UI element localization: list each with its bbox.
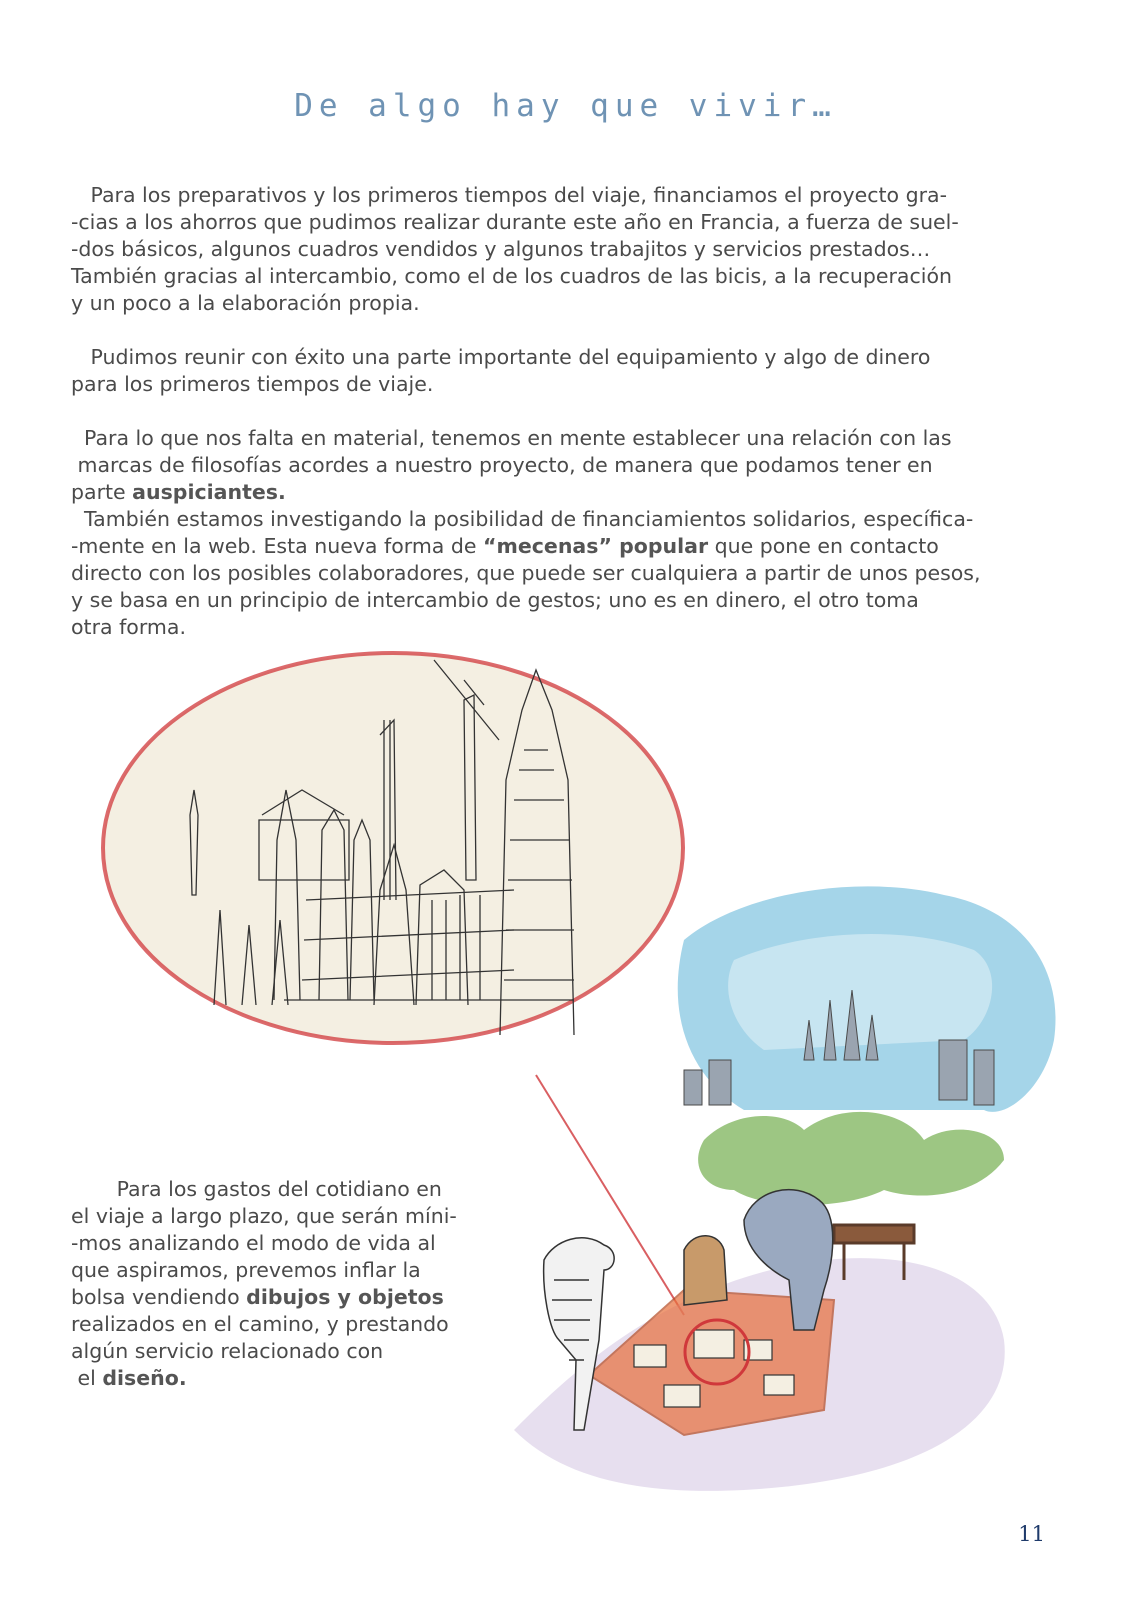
- bold-term: diseño.: [102, 1366, 187, 1390]
- text-fragment: bolsa vendiendo: [71, 1285, 247, 1309]
- paragraph-daily-expenses: [71, 1176, 457, 1392]
- paragraph-financing: [71, 182, 959, 317]
- text-fragment: -mente en la web. Esta nueva forma de: [71, 534, 484, 558]
- text-line: el viaje a largo plazo, que serán míni-: [71, 1204, 457, 1228]
- bold-term: “mecenas” popular: [483, 534, 709, 558]
- text-line: Para los gastos del cotidiano en: [71, 1177, 442, 1201]
- text-line: que aspiramos, prevemos inflar la: [71, 1258, 421, 1282]
- bold-term: auspiciantes.: [132, 480, 286, 504]
- text-line: Para los preparativos y los primeros tiempos del viaje, financiamos el proyecto gra-: [71, 183, 947, 207]
- text-line: También gracias al intercambio, como el de los cuadros de las bicis, a la recuperación: [71, 264, 952, 288]
- page-title: De algo hay que vivir…: [294, 88, 837, 124]
- text-line: para los primeros tiempos de viaje.: [71, 372, 434, 396]
- text-fragment: parte: [71, 480, 133, 504]
- text-line: También estamos investigando la posibilidad de financiamientos solidarios, específica-: [71, 507, 974, 531]
- bold-term: dibujos y objetos: [246, 1285, 444, 1309]
- text-line: [71, 1365, 457, 1392]
- paragraph-sponsors: [71, 425, 981, 641]
- text-line: directo con los posibles colaboradores, que puede ser cualquiera a partir de unos pesos,: [71, 561, 981, 585]
- page-number: 11: [1018, 1522, 1045, 1546]
- text-line: Pudimos reunir con éxito una parte importante del equipamiento y algo de dinero: [71, 345, 931, 369]
- text-line: [71, 533, 981, 560]
- text-line: marcas de filosofías acordes a nuestro proyecto, de manera que podamos tener en: [71, 453, 933, 477]
- trees: [698, 1112, 1004, 1205]
- text-line: -dos básicos, algunos cuadros vendidos y algunos trabajitos y servicios prestados…: [71, 237, 931, 261]
- text-line: algún servicio relacionado con: [71, 1339, 384, 1363]
- paragraph-equipment: [71, 344, 930, 398]
- sky-light: [728, 934, 992, 1050]
- llama-figure: [684, 1236, 727, 1305]
- text-fragment: el: [71, 1366, 103, 1390]
- text-fragment: que pone en contacto: [708, 534, 939, 558]
- text-line: -mos analizando el modo de vida al: [71, 1231, 436, 1255]
- text-line: -cias a los ahorros que pudimos realizar durante este año en Francia, a fuerza de suel-: [71, 210, 959, 234]
- text-line: otra forma.: [71, 615, 186, 639]
- text-line: y un poco a la elaboración propia.: [71, 291, 420, 315]
- text-line: [71, 479, 981, 506]
- text-line: y se basa en un principio de intercambio de gestos; uno es en dinero, el otro toma: [71, 588, 919, 612]
- text-line: Para lo que nos falta en material, tenemos en mente establecer una relación con las: [71, 426, 952, 450]
- text-line: [71, 1284, 457, 1311]
- text-line: realizados en el camino, y prestando: [71, 1312, 449, 1336]
